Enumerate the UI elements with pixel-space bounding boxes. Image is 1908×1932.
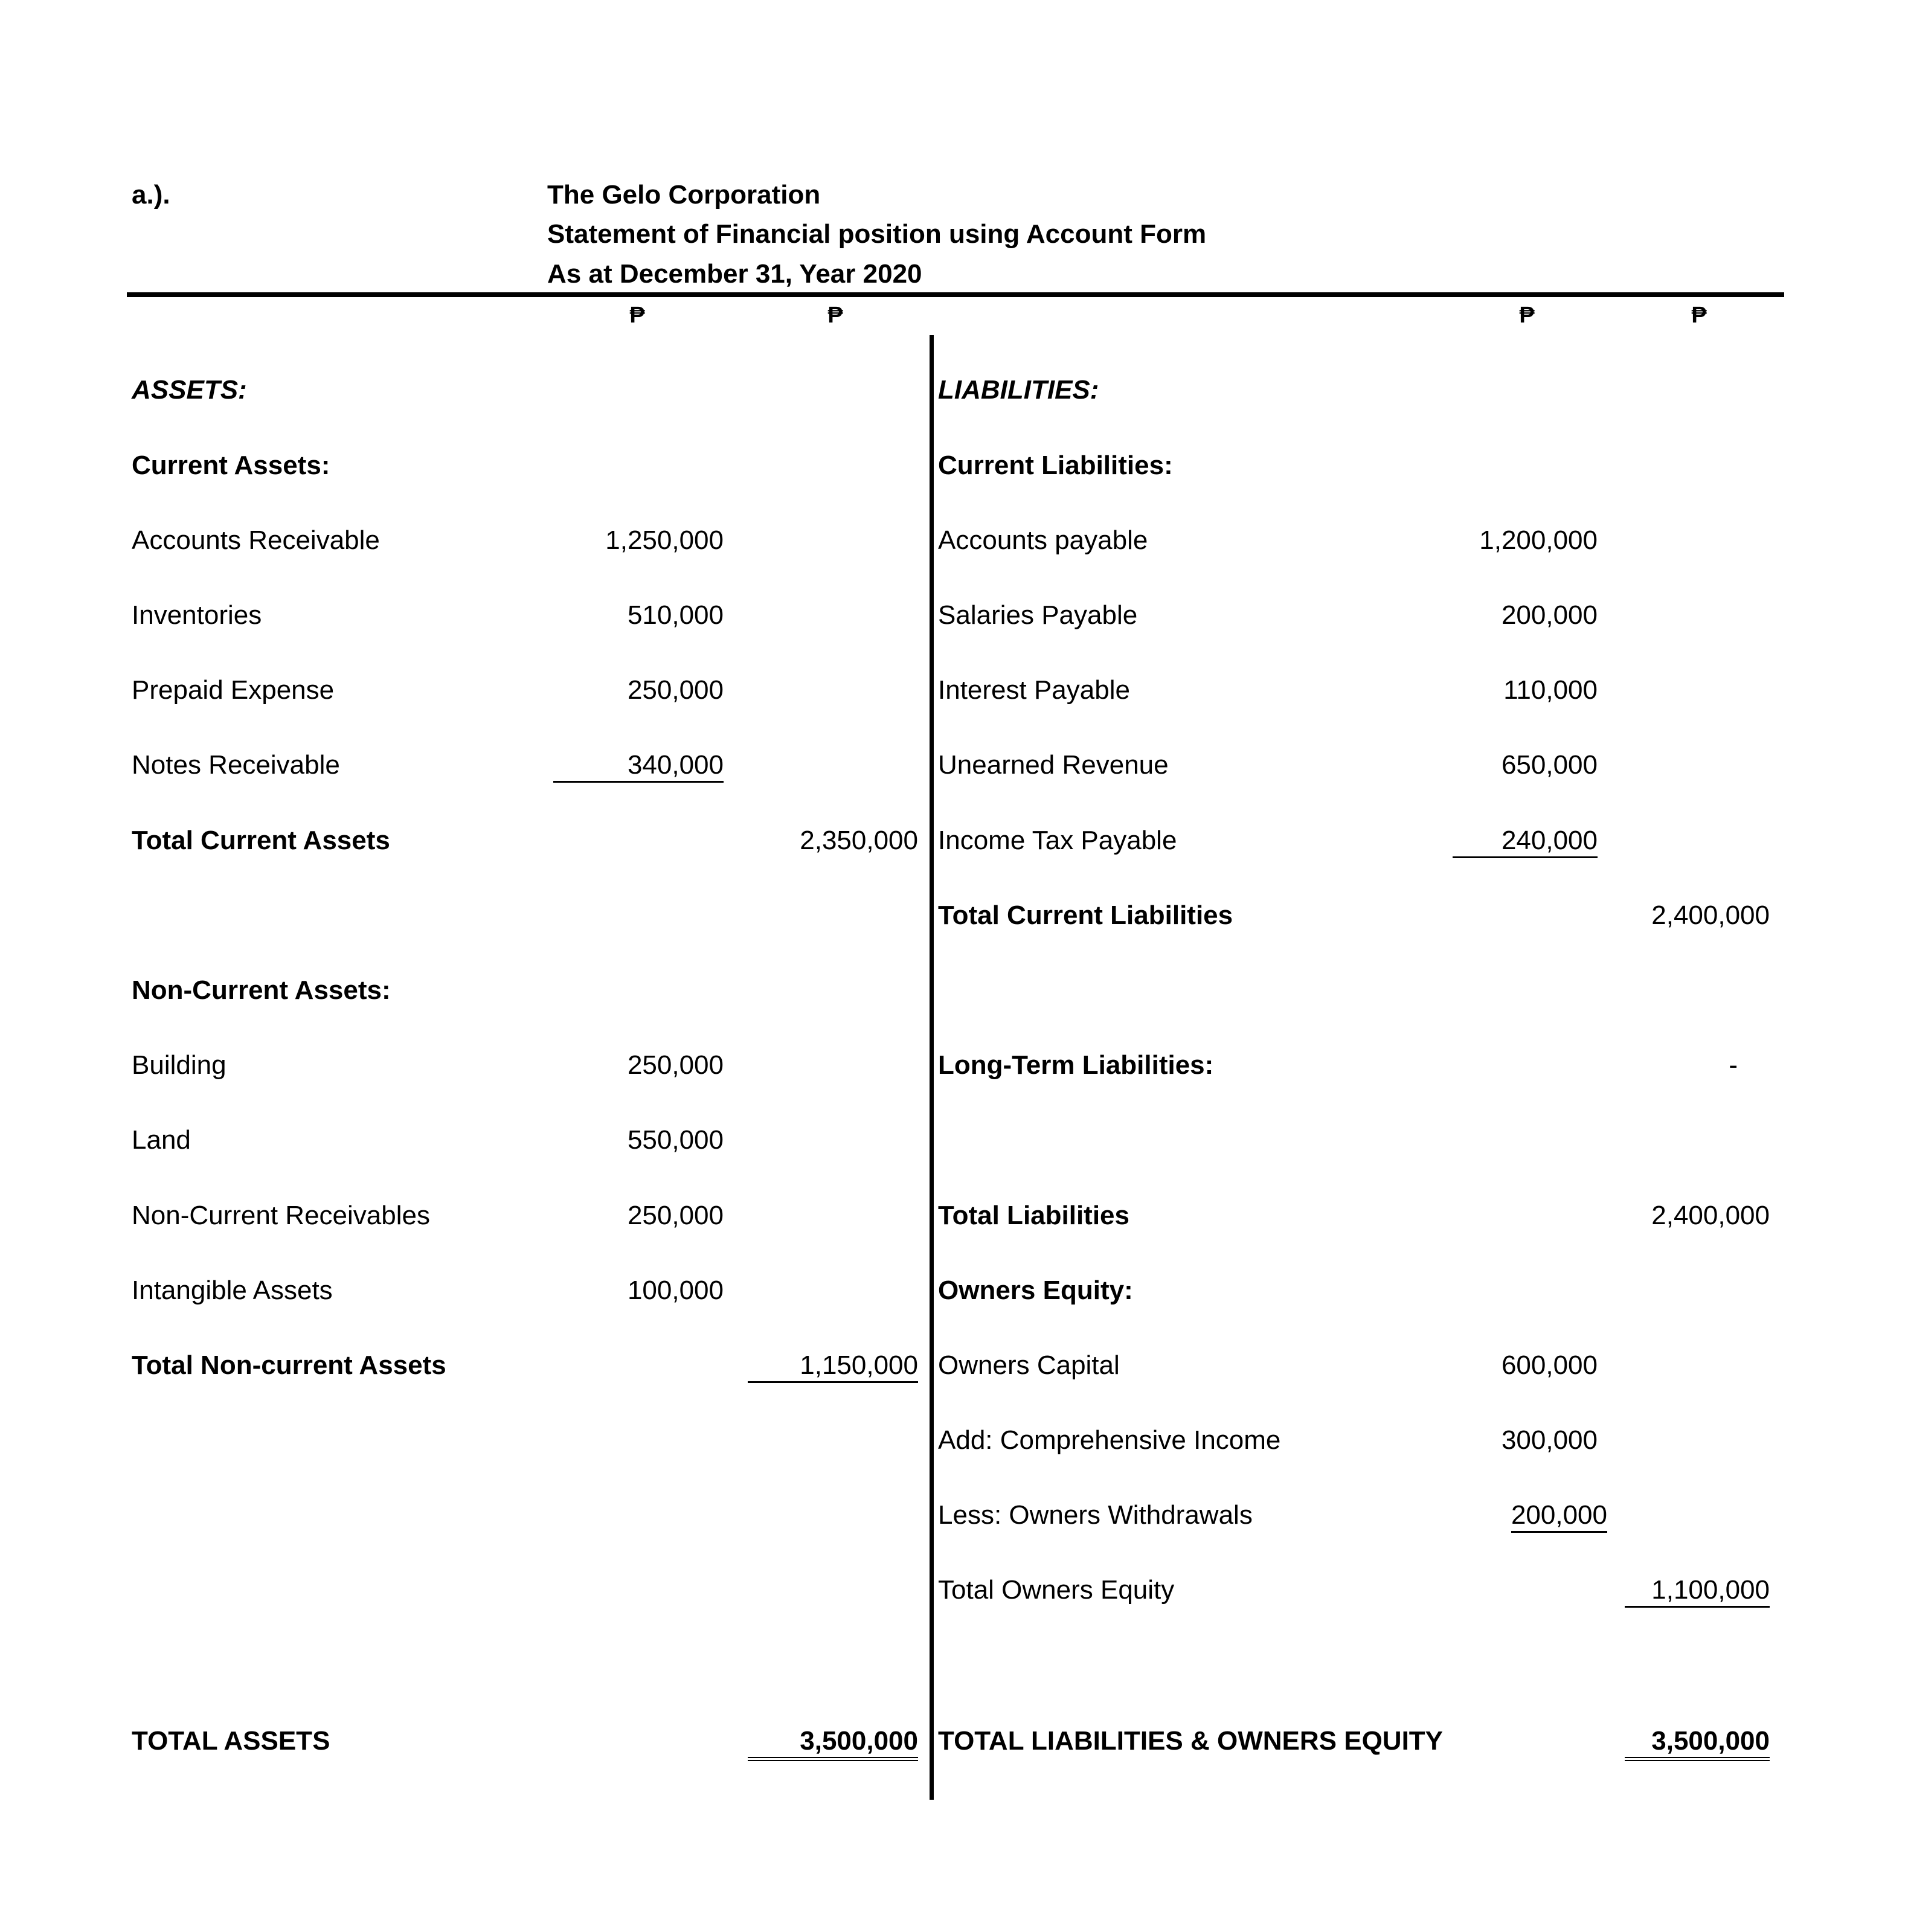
- total-current-assets-label: Total Current Assets: [132, 826, 390, 855]
- asset-value: 250,000: [627, 675, 724, 705]
- liability-value: 200,000: [1501, 600, 1598, 630]
- liability-label: Accounts payable: [938, 525, 1148, 555]
- liability-label: Income Tax Payable: [938, 826, 1177, 855]
- longterm-liabilities-label: Long-Term Liabilities:: [938, 1050, 1214, 1080]
- total-owners-equity-label: Total Owners Equity: [938, 1575, 1175, 1605]
- liability-label: Salaries Payable: [938, 600, 1138, 630]
- liability-value: 240,000: [1453, 825, 1598, 858]
- liability-value: 650,000: [1501, 750, 1598, 780]
- current-liabilities-heading: Current Liabilities:: [938, 451, 1173, 480]
- statement-title: Statement of Financial position using Account Form: [547, 219, 1207, 249]
- asset-value: 250,000: [627, 1201, 724, 1230]
- grand-total-label: TOTAL LIABILITIES & OWNERS EQUITY: [938, 1726, 1444, 1756]
- peso-icon: ₱: [827, 303, 843, 328]
- asset-label: Land: [132, 1125, 191, 1155]
- equity-label: Owners Capital: [938, 1350, 1120, 1380]
- peso-icon: ₱: [629, 303, 645, 328]
- asset-label: Intangible Assets: [132, 1276, 333, 1305]
- equity-label: Less: Owners Withdrawals: [938, 1500, 1253, 1530]
- total-liabilities-value: 2,400,000: [1651, 1201, 1770, 1230]
- part-label: a.).: [132, 180, 170, 210]
- account-form-divider: [930, 335, 934, 1800]
- asset-value: 250,000: [627, 1050, 724, 1080]
- asset-label: Inventories: [132, 600, 262, 630]
- statement-date: As at December 31, Year 2020: [547, 259, 922, 289]
- total-assets-label: TOTAL ASSETS: [132, 1726, 330, 1756]
- grand-total-value: 3,500,000: [1625, 1725, 1770, 1761]
- equity-value: 300,000: [1501, 1425, 1598, 1455]
- asset-label: Prepaid Expense: [132, 675, 335, 705]
- asset-label: Non-Current Receivables: [132, 1201, 430, 1230]
- total-current-liabilities-value: 2,400,000: [1651, 900, 1770, 930]
- asset-value: 550,000: [627, 1125, 724, 1155]
- current-assets-heading: Current Assets:: [132, 451, 330, 480]
- liability-label: Interest Payable: [938, 675, 1130, 705]
- owners-equity-heading: Owners Equity:: [938, 1276, 1133, 1305]
- total-assets-value: 3,500,000: [748, 1725, 918, 1761]
- header-rule: [127, 292, 1784, 297]
- equity-label: Add: Comprehensive Income: [938, 1425, 1281, 1455]
- asset-label: Notes Receivable: [132, 750, 340, 780]
- assets-heading: ASSETS:: [132, 375, 247, 405]
- peso-icon: ₱: [1519, 303, 1535, 328]
- asset-value: 1,250,000: [605, 525, 724, 555]
- total-liabilities-label: Total Liabilities: [938, 1201, 1130, 1230]
- asset-label: Accounts Receivable: [132, 525, 380, 555]
- company-name: The Gelo Corporation: [547, 180, 821, 210]
- asset-value: 340,000: [553, 749, 724, 783]
- liability-value: 110,000: [1503, 675, 1598, 705]
- asset-value: 510,000: [627, 600, 724, 630]
- longterm-liabilities-value: -: [1729, 1050, 1738, 1080]
- total-current-liabilities-label: Total Current Liabilities: [938, 900, 1233, 930]
- asset-value: 100,000: [627, 1276, 724, 1305]
- total-noncurrent-assets-value: 1,150,000: [748, 1350, 918, 1383]
- peso-icon: ₱: [1691, 303, 1707, 328]
- liabilities-heading: LIABILITIES:: [938, 375, 1099, 405]
- equity-value: 600,000: [1501, 1350, 1598, 1380]
- total-current-assets-value: 2,350,000: [800, 826, 918, 855]
- asset-label: Building: [132, 1050, 226, 1080]
- total-noncurrent-assets-label: Total Non-current Assets: [132, 1350, 446, 1380]
- total-owners-equity-value: 1,100,000: [1625, 1574, 1770, 1608]
- liability-value: 1,200,000: [1479, 525, 1598, 555]
- equity-value: 200,000: [1511, 1500, 1607, 1533]
- noncurrent-assets-heading: Non-Current Assets:: [132, 975, 391, 1005]
- liability-label: Unearned Revenue: [938, 750, 1169, 780]
